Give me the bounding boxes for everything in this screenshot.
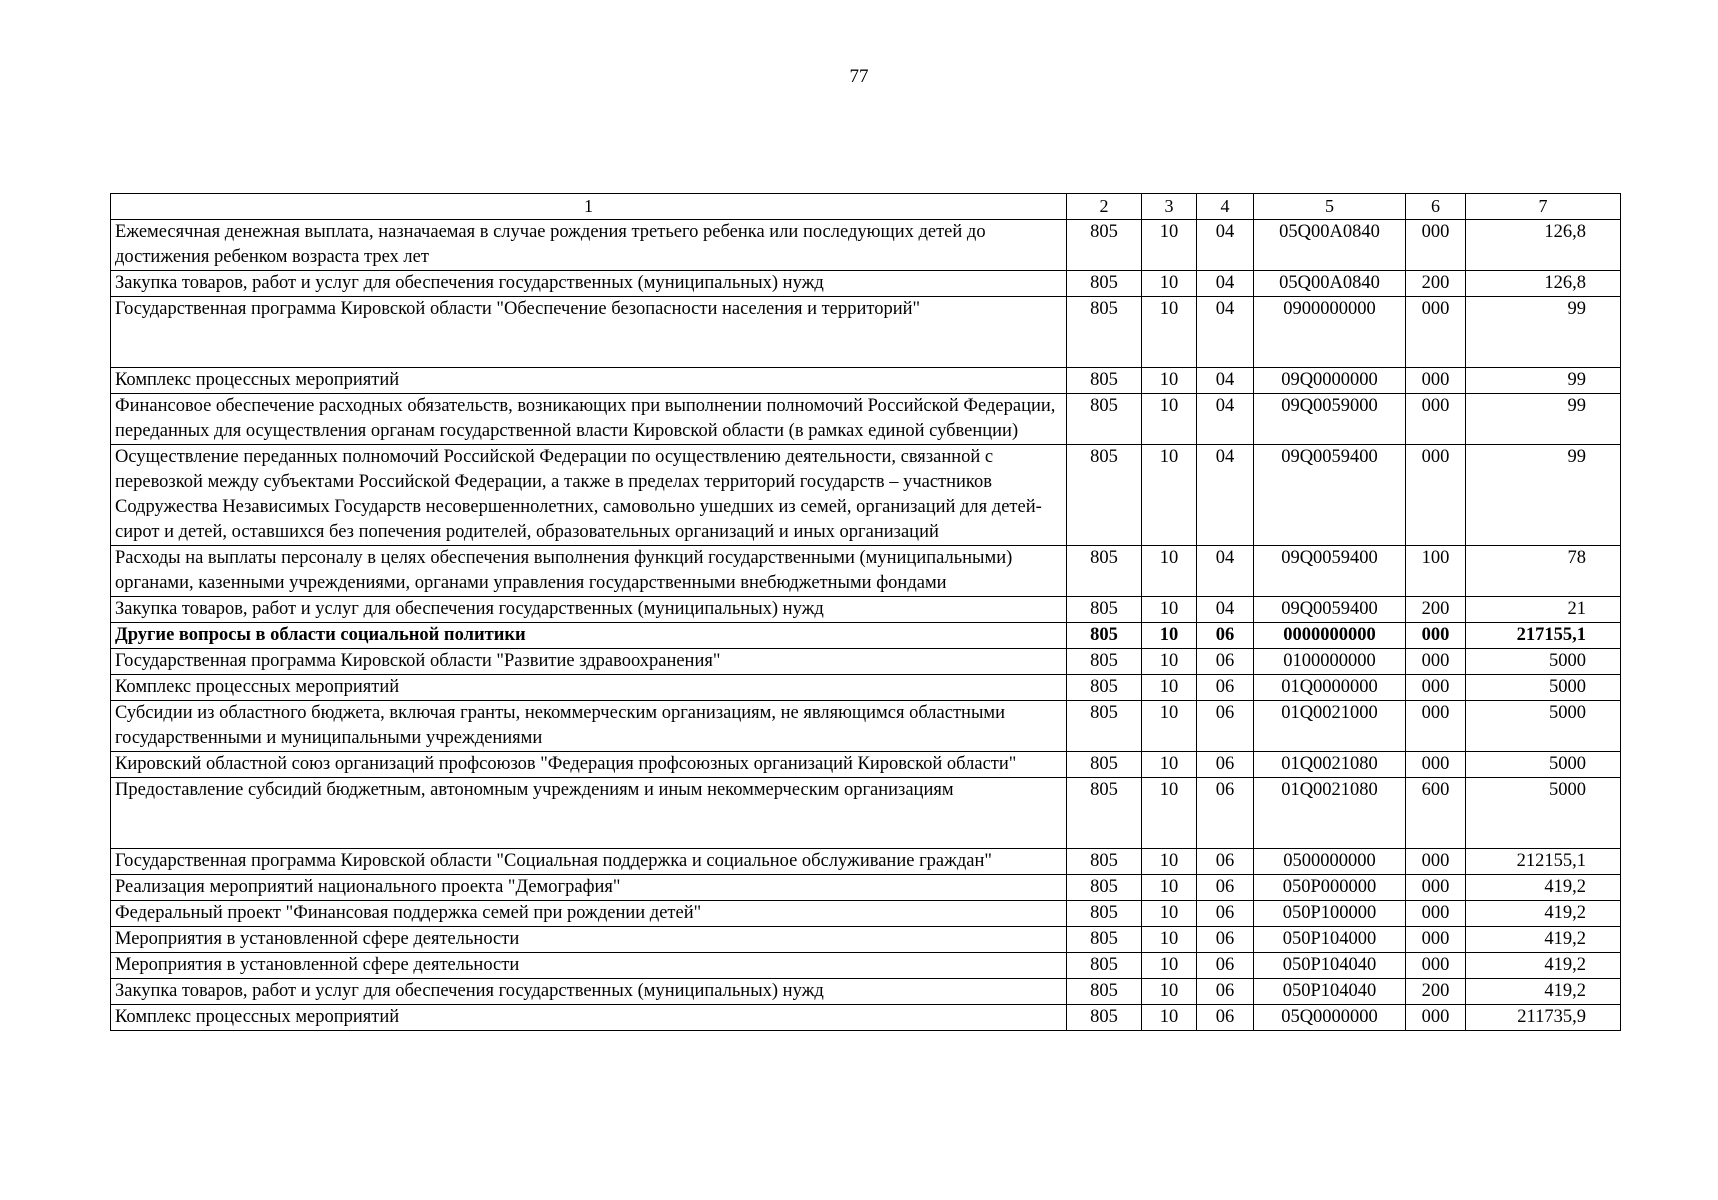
table-row <box>111 297 1621 368</box>
subsection-cell: 06 <box>1197 927 1254 953</box>
subsection-cell: 04 <box>1197 394 1254 445</box>
row-name-cell: Государственная программа Кировской области "Социальная поддержка и социальное обслуживание граждан" <box>111 849 1067 875</box>
section-cell: 10 <box>1142 623 1197 649</box>
row-name-cell: Финансовое обеспечение расходных обязательств, возникающих при выполнении полномочий Российской Федерации, переданных для осуществления органам государственной власти Кировской области (в рамках единой субвенции) <box>111 394 1067 445</box>
expense-type-cell: 000 <box>1406 445 1466 546</box>
row-name-cell: Предоставление субсидий бюджетным, автономным учреждениям и иным некоммерческим организациям <box>111 778 1067 849</box>
section-cell: 10 <box>1142 649 1197 675</box>
budget-table <box>110 193 1621 1031</box>
table-row <box>111 901 1621 927</box>
table-row <box>111 953 1621 979</box>
gl-code-cell: 805 <box>1067 546 1142 597</box>
amount-cell: 99 <box>1466 394 1621 445</box>
amount-cell: 21 <box>1466 597 1621 623</box>
expense-type-cell: 000 <box>1406 1005 1466 1031</box>
target-article-cell: 0100000000 <box>1254 649 1406 675</box>
section-cell: 10 <box>1142 979 1197 1005</box>
row-name-cell: Мероприятия в установленной сфере деятельности <box>111 953 1067 979</box>
row-name-cell: Другие вопросы в области социальной политики <box>111 623 1067 649</box>
expense-type-cell: 000 <box>1406 875 1466 901</box>
expense-type-cell: 600 <box>1406 778 1466 849</box>
gl-code-cell: 805 <box>1067 368 1142 394</box>
row-name-cell: Комплекс процессных мероприятий <box>111 1005 1067 1031</box>
page-number: 77 <box>849 66 869 87</box>
amount-cell: 126,8 <box>1466 220 1621 271</box>
subsection-cell: 06 <box>1197 875 1254 901</box>
table-row <box>111 849 1621 875</box>
row-name-cell: Государственная программа Кировской области "Развитие здравоохранения" <box>111 649 1067 675</box>
amount-cell: 78 <box>1466 546 1621 597</box>
amount-cell: 99 <box>1466 368 1621 394</box>
amount-cell: 5000 <box>1466 701 1621 752</box>
amount-cell: 419,2 <box>1466 979 1621 1005</box>
table-row <box>111 875 1621 901</box>
header-cell: 4 <box>1197 194 1254 220</box>
target-article-cell: 05Q0000000 <box>1254 1005 1406 1031</box>
amount-cell: 211735,9 <box>1466 1005 1621 1031</box>
expense-type-cell: 000 <box>1406 675 1466 701</box>
target-article-cell: 01Q0000000 <box>1254 675 1406 701</box>
subsection-cell: 06 <box>1197 1005 1254 1031</box>
row-name-cell: Ежемесячная денежная выплата, назначаемая в случае рождения третьего ребенка или последующих детей до достижения ребенком возраста трех лет <box>111 220 1067 271</box>
expense-type-cell: 000 <box>1406 701 1466 752</box>
subsection-cell: 06 <box>1197 752 1254 778</box>
subsection-cell: 06 <box>1197 901 1254 927</box>
expense-type-cell: 200 <box>1406 597 1466 623</box>
amount-cell: 419,2 <box>1466 927 1621 953</box>
amount-cell: 419,2 <box>1466 953 1621 979</box>
subsection-cell: 04 <box>1197 368 1254 394</box>
row-name-cell: Реализация мероприятий национального проекта "Демография" <box>111 875 1067 901</box>
gl-code-cell: 805 <box>1067 953 1142 979</box>
row-name-cell: Расходы на выплаты персоналу в целях обеспечения выполнения функций государственными (муниципальными) органами, казенными учреждениями, органами управления государственными внебюджетными фондами <box>111 546 1067 597</box>
table-row <box>111 394 1621 445</box>
gl-code-cell: 805 <box>1067 979 1142 1005</box>
table-row <box>111 1005 1621 1031</box>
gl-code-cell: 805 <box>1067 752 1142 778</box>
table-row <box>111 927 1621 953</box>
gl-code-cell: 805 <box>1067 394 1142 445</box>
amount-cell: 419,2 <box>1466 901 1621 927</box>
subsection-cell: 06 <box>1197 701 1254 752</box>
target-article-cell: 09Q0000000 <box>1254 368 1406 394</box>
subsection-cell: 04 <box>1197 546 1254 597</box>
table-row <box>111 597 1621 623</box>
gl-code-cell: 805 <box>1067 701 1142 752</box>
section-cell: 10 <box>1142 701 1197 752</box>
section-cell: 10 <box>1142 394 1197 445</box>
section-cell: 10 <box>1142 297 1197 368</box>
section-cell: 10 <box>1142 597 1197 623</box>
target-article-cell: 01Q0021080 <box>1254 752 1406 778</box>
gl-code-cell: 805 <box>1067 1005 1142 1031</box>
table-row <box>111 546 1621 597</box>
gl-code-cell: 805 <box>1067 927 1142 953</box>
target-article-cell: 09Q0059400 <box>1254 597 1406 623</box>
header-row <box>111 194 1621 220</box>
gl-code-cell: 805 <box>1067 220 1142 271</box>
subsection-cell: 04 <box>1197 297 1254 368</box>
gl-code-cell: 805 <box>1067 445 1142 546</box>
section-cell: 10 <box>1142 927 1197 953</box>
section-cell: 10 <box>1142 875 1197 901</box>
table-row <box>111 649 1621 675</box>
table-row <box>111 675 1621 701</box>
table-row <box>111 752 1621 778</box>
gl-code-cell: 805 <box>1067 297 1142 368</box>
expense-type-cell: 000 <box>1406 368 1466 394</box>
table-row <box>111 368 1621 394</box>
subsection-cell: 06 <box>1197 649 1254 675</box>
row-name-cell: Кировский областной союз организаций профсоюзов "Федерация профсоюзных организаций Кировской области" <box>111 752 1067 778</box>
amount-cell: 217155,1 <box>1466 623 1621 649</box>
gl-code-cell: 805 <box>1067 875 1142 901</box>
target-article-cell: 0000000000 <box>1254 623 1406 649</box>
subsection-cell: 06 <box>1197 778 1254 849</box>
table-row <box>111 979 1621 1005</box>
row-name-cell: Закупка товаров, работ и услуг для обеспечения государственных (муниципальных) нужд <box>111 597 1067 623</box>
amount-cell: 5000 <box>1466 675 1621 701</box>
table-row <box>111 623 1621 649</box>
subsection-cell: 06 <box>1197 979 1254 1005</box>
section-cell: 10 <box>1142 675 1197 701</box>
target-article-cell: 05Q00A0840 <box>1254 271 1406 297</box>
row-name-cell: Государственная программа Кировской области "Обеспечение безопасности населения и территорий" <box>111 297 1067 368</box>
expense-type-cell: 000 <box>1406 849 1466 875</box>
header-cell: 6 <box>1406 194 1466 220</box>
expense-type-cell: 000 <box>1406 953 1466 979</box>
row-name-cell: Закупка товаров, работ и услуг для обеспечения государственных (муниципальных) нужд <box>111 979 1067 1005</box>
gl-code-cell: 805 <box>1067 649 1142 675</box>
target-article-cell: 0500000000 <box>1254 849 1406 875</box>
expense-type-cell: 000 <box>1406 394 1466 445</box>
section-cell: 10 <box>1142 445 1197 546</box>
table-row <box>111 220 1621 271</box>
subsection-cell: 04 <box>1197 271 1254 297</box>
target-article-cell: 09Q0059400 <box>1254 546 1406 597</box>
target-article-cell: 050P104040 <box>1254 953 1406 979</box>
table-row <box>111 271 1621 297</box>
subsection-cell: 06 <box>1197 849 1254 875</box>
amount-cell: 99 <box>1466 297 1621 368</box>
header-cell: 5 <box>1254 194 1406 220</box>
amount-cell: 99 <box>1466 445 1621 546</box>
row-name-cell: Осуществление переданных полномочий Российской Федерации по осуществлению деятельности, связанной с перевозкой между субъектами Российской Федерации, а также в пределах территорий государств – участников Содружества Независимых Государств несовершеннолетних, самовольно ушедших из семей, организаций для детей-сирот и детей, оставшихся без попечения родителей, образовательных организаций и иных организаций <box>111 445 1067 546</box>
header-cell: 2 <box>1067 194 1142 220</box>
section-cell: 10 <box>1142 546 1197 597</box>
target-article-cell: 01Q0021080 <box>1254 778 1406 849</box>
gl-code-cell: 805 <box>1067 675 1142 701</box>
section-cell: 10 <box>1142 953 1197 979</box>
gl-code-cell: 805 <box>1067 778 1142 849</box>
header-cell: 1 <box>111 194 1067 220</box>
subsection-cell: 06 <box>1197 675 1254 701</box>
row-name-cell: Комплекс процессных мероприятий <box>111 675 1067 701</box>
section-cell: 10 <box>1142 849 1197 875</box>
row-name-cell: Комплекс процессных мероприятий <box>111 368 1067 394</box>
gl-code-cell: 805 <box>1067 597 1142 623</box>
expense-type-cell: 000 <box>1406 901 1466 927</box>
target-article-cell: 050P000000 <box>1254 875 1406 901</box>
section-cell: 10 <box>1142 901 1197 927</box>
target-article-cell: 0900000000 <box>1254 297 1406 368</box>
target-article-cell: 050P104000 <box>1254 927 1406 953</box>
target-article-cell: 050P104040 <box>1254 979 1406 1005</box>
amount-cell: 5000 <box>1466 752 1621 778</box>
table-row <box>111 778 1621 849</box>
amount-cell: 126,8 <box>1466 271 1621 297</box>
gl-code-cell: 805 <box>1067 271 1142 297</box>
subsection-cell: 04 <box>1197 597 1254 623</box>
gl-code-cell: 805 <box>1067 901 1142 927</box>
expense-type-cell: 000 <box>1406 752 1466 778</box>
expense-type-cell: 000 <box>1406 623 1466 649</box>
expense-type-cell: 000 <box>1406 649 1466 675</box>
amount-cell: 419,2 <box>1466 875 1621 901</box>
header-cell: 3 <box>1142 194 1197 220</box>
target-article-cell: 01Q0021000 <box>1254 701 1406 752</box>
subsection-cell: 04 <box>1197 220 1254 271</box>
header-cell: 7 <box>1466 194 1621 220</box>
subsection-cell: 06 <box>1197 623 1254 649</box>
expense-type-cell: 000 <box>1406 297 1466 368</box>
expense-type-cell: 200 <box>1406 979 1466 1005</box>
expense-type-cell: 200 <box>1406 271 1466 297</box>
expense-type-cell: 100 <box>1406 546 1466 597</box>
expense-type-cell: 000 <box>1406 927 1466 953</box>
section-cell: 10 <box>1142 368 1197 394</box>
amount-cell: 212155,1 <box>1466 849 1621 875</box>
gl-code-cell: 805 <box>1067 849 1142 875</box>
section-cell: 10 <box>1142 1005 1197 1031</box>
table-row <box>111 701 1621 752</box>
target-article-cell: 05Q00A0840 <box>1254 220 1406 271</box>
section-cell: 10 <box>1142 752 1197 778</box>
row-name-cell: Субсидии из областного бюджета, включая гранты, некоммерческим организациям, не являющимся областными государственными и муниципальными учреждениями <box>111 701 1067 752</box>
target-article-cell: 09Q0059000 <box>1254 394 1406 445</box>
section-cell: 10 <box>1142 778 1197 849</box>
row-name-cell: Закупка товаров, работ и услуг для обеспечения государственных (муниципальных) нужд <box>111 271 1067 297</box>
target-article-cell: 050P100000 <box>1254 901 1406 927</box>
amount-cell: 5000 <box>1466 778 1621 849</box>
table-row <box>111 445 1621 546</box>
row-name-cell: Мероприятия в установленной сфере деятельности <box>111 927 1067 953</box>
expense-type-cell: 000 <box>1406 220 1466 271</box>
section-cell: 10 <box>1142 271 1197 297</box>
subsection-cell: 04 <box>1197 445 1254 546</box>
section-cell: 10 <box>1142 220 1197 271</box>
row-name-cell: Федеральный проект "Финансовая поддержка семей при рождении детей" <box>111 901 1067 927</box>
amount-cell: 5000 <box>1466 649 1621 675</box>
gl-code-cell: 805 <box>1067 623 1142 649</box>
subsection-cell: 06 <box>1197 953 1254 979</box>
target-article-cell: 09Q0059400 <box>1254 445 1406 546</box>
